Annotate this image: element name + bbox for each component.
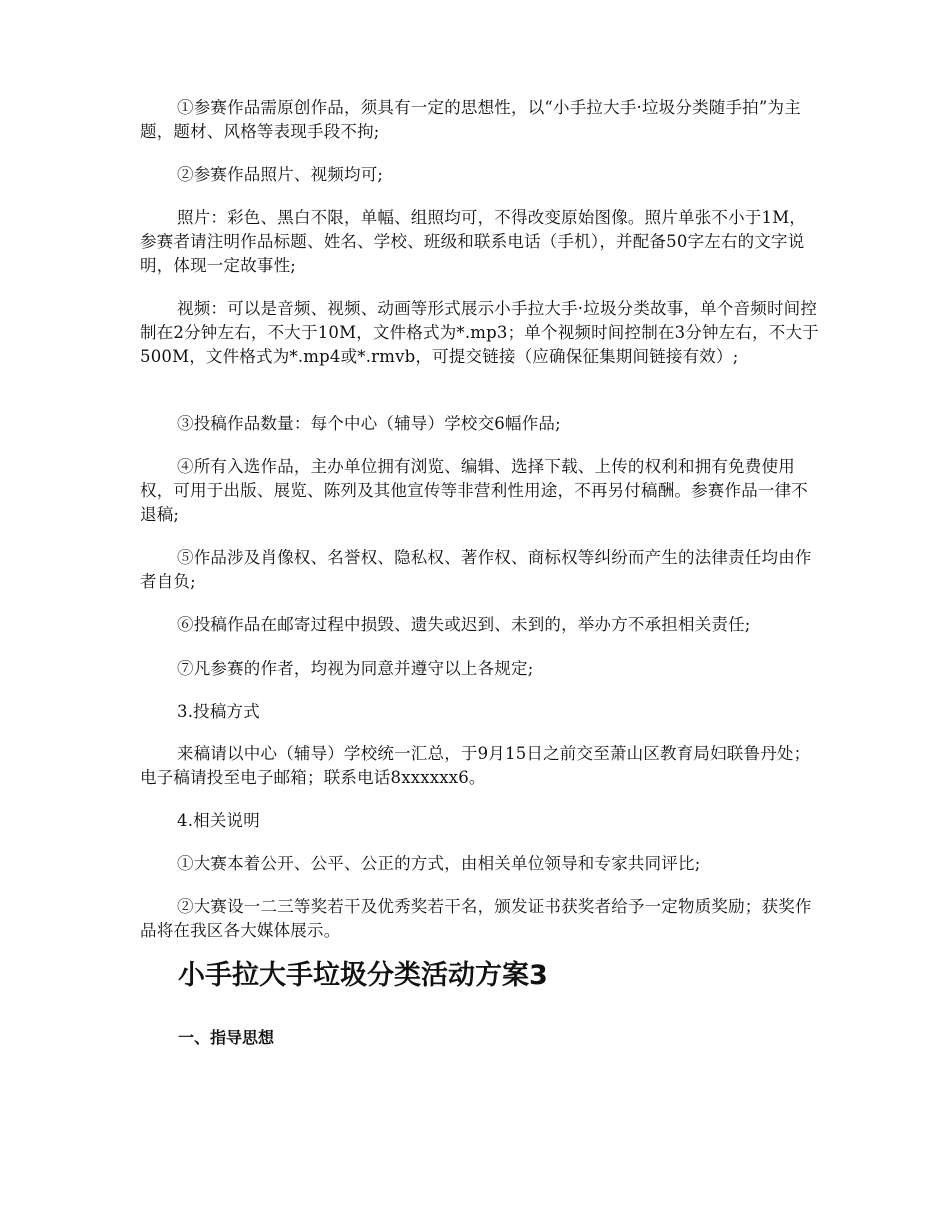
paragraph-6: ④所有入选作品，主办单位拥有浏览、编辑、选择下载、上传的权利和拥有免费使用权，可用于出版、展览、陈列及其他宣传等非营利性用途，不再另付稿酬。参赛作品一律不退稿; bbox=[140, 457, 808, 524]
paragraph-7: ⑤作品涉及肖像权、名誉权、隐私权、著作权、商标权等纠纷而产生的法律责任均由作者自负; bbox=[140, 548, 812, 591]
paragraph-11: ①大赛本着公开、公平、公正的方式，由相关单位领导和专家共同评比; bbox=[177, 854, 701, 873]
paragraph-1: ①参赛作品需原创作品，须具有一定的思想性，以“小手拉大手·垃圾分类随手拍”为主题，题材、风格等表现手段不拘; bbox=[140, 98, 801, 141]
paragraph-3: 照片：彩色、黑白不限，单幅、组照均可，不得改变原始图像。照片单张不小于1M，参赛者请注明作品标题、姓名、学校、班级和联系电话（手机），并配备50字左右的文字说明，体现一定故事性; bbox=[140, 208, 806, 275]
paragraph-10: 来稿请以中心（辅导）学校统一汇总，于9月15日之前交至萧山区教育局妇联鲁丹处；电子稿请投至电子邮箱；联系电话8xxxxxx6。 bbox=[140, 744, 811, 787]
section-3-title: 3.投稿方式 bbox=[177, 702, 260, 721]
paragraph-9: ⑦凡参赛的作者，均视为同意并遵守以上各规定; bbox=[177, 659, 534, 678]
paragraph-4: 视频：可以是音频、视频、动画等形式展示小手拉大手·垃圾分类故事，单个音频时间控制在2分钟左右，不大于10M，文件格式为*.mp3；单个视频时间控制在3分钟左右，不大于500M，文件格式为*.mp4或*.rmvb，可提交链接（应确保征集期间链接有效）; bbox=[140, 299, 819, 366]
paragraph-5: ③投稿作品数量：每个中心（辅导）学校交6幅作品; bbox=[177, 414, 561, 433]
section-heading: 小手拉大手垃圾分类活动方案3 bbox=[178, 960, 548, 991]
paragraph-12: ②大赛设一二三等奖若干及优秀奖若干名，颁发证书获奖者给予一定物质奖励；获奖作品将在我区各大媒体展示。 bbox=[140, 897, 812, 940]
paragraph-8: ⑥投稿作品在邮寄过程中损毁、遗失或迟到、未到的，举办方不承担相关责任; bbox=[177, 615, 751, 634]
section-4-title: 4.相关说明 bbox=[177, 811, 260, 830]
subsection-heading: 一、指导思想 bbox=[178, 1028, 275, 1047]
paragraph-2: ②参赛作品照片、视频均可; bbox=[177, 165, 384, 184]
